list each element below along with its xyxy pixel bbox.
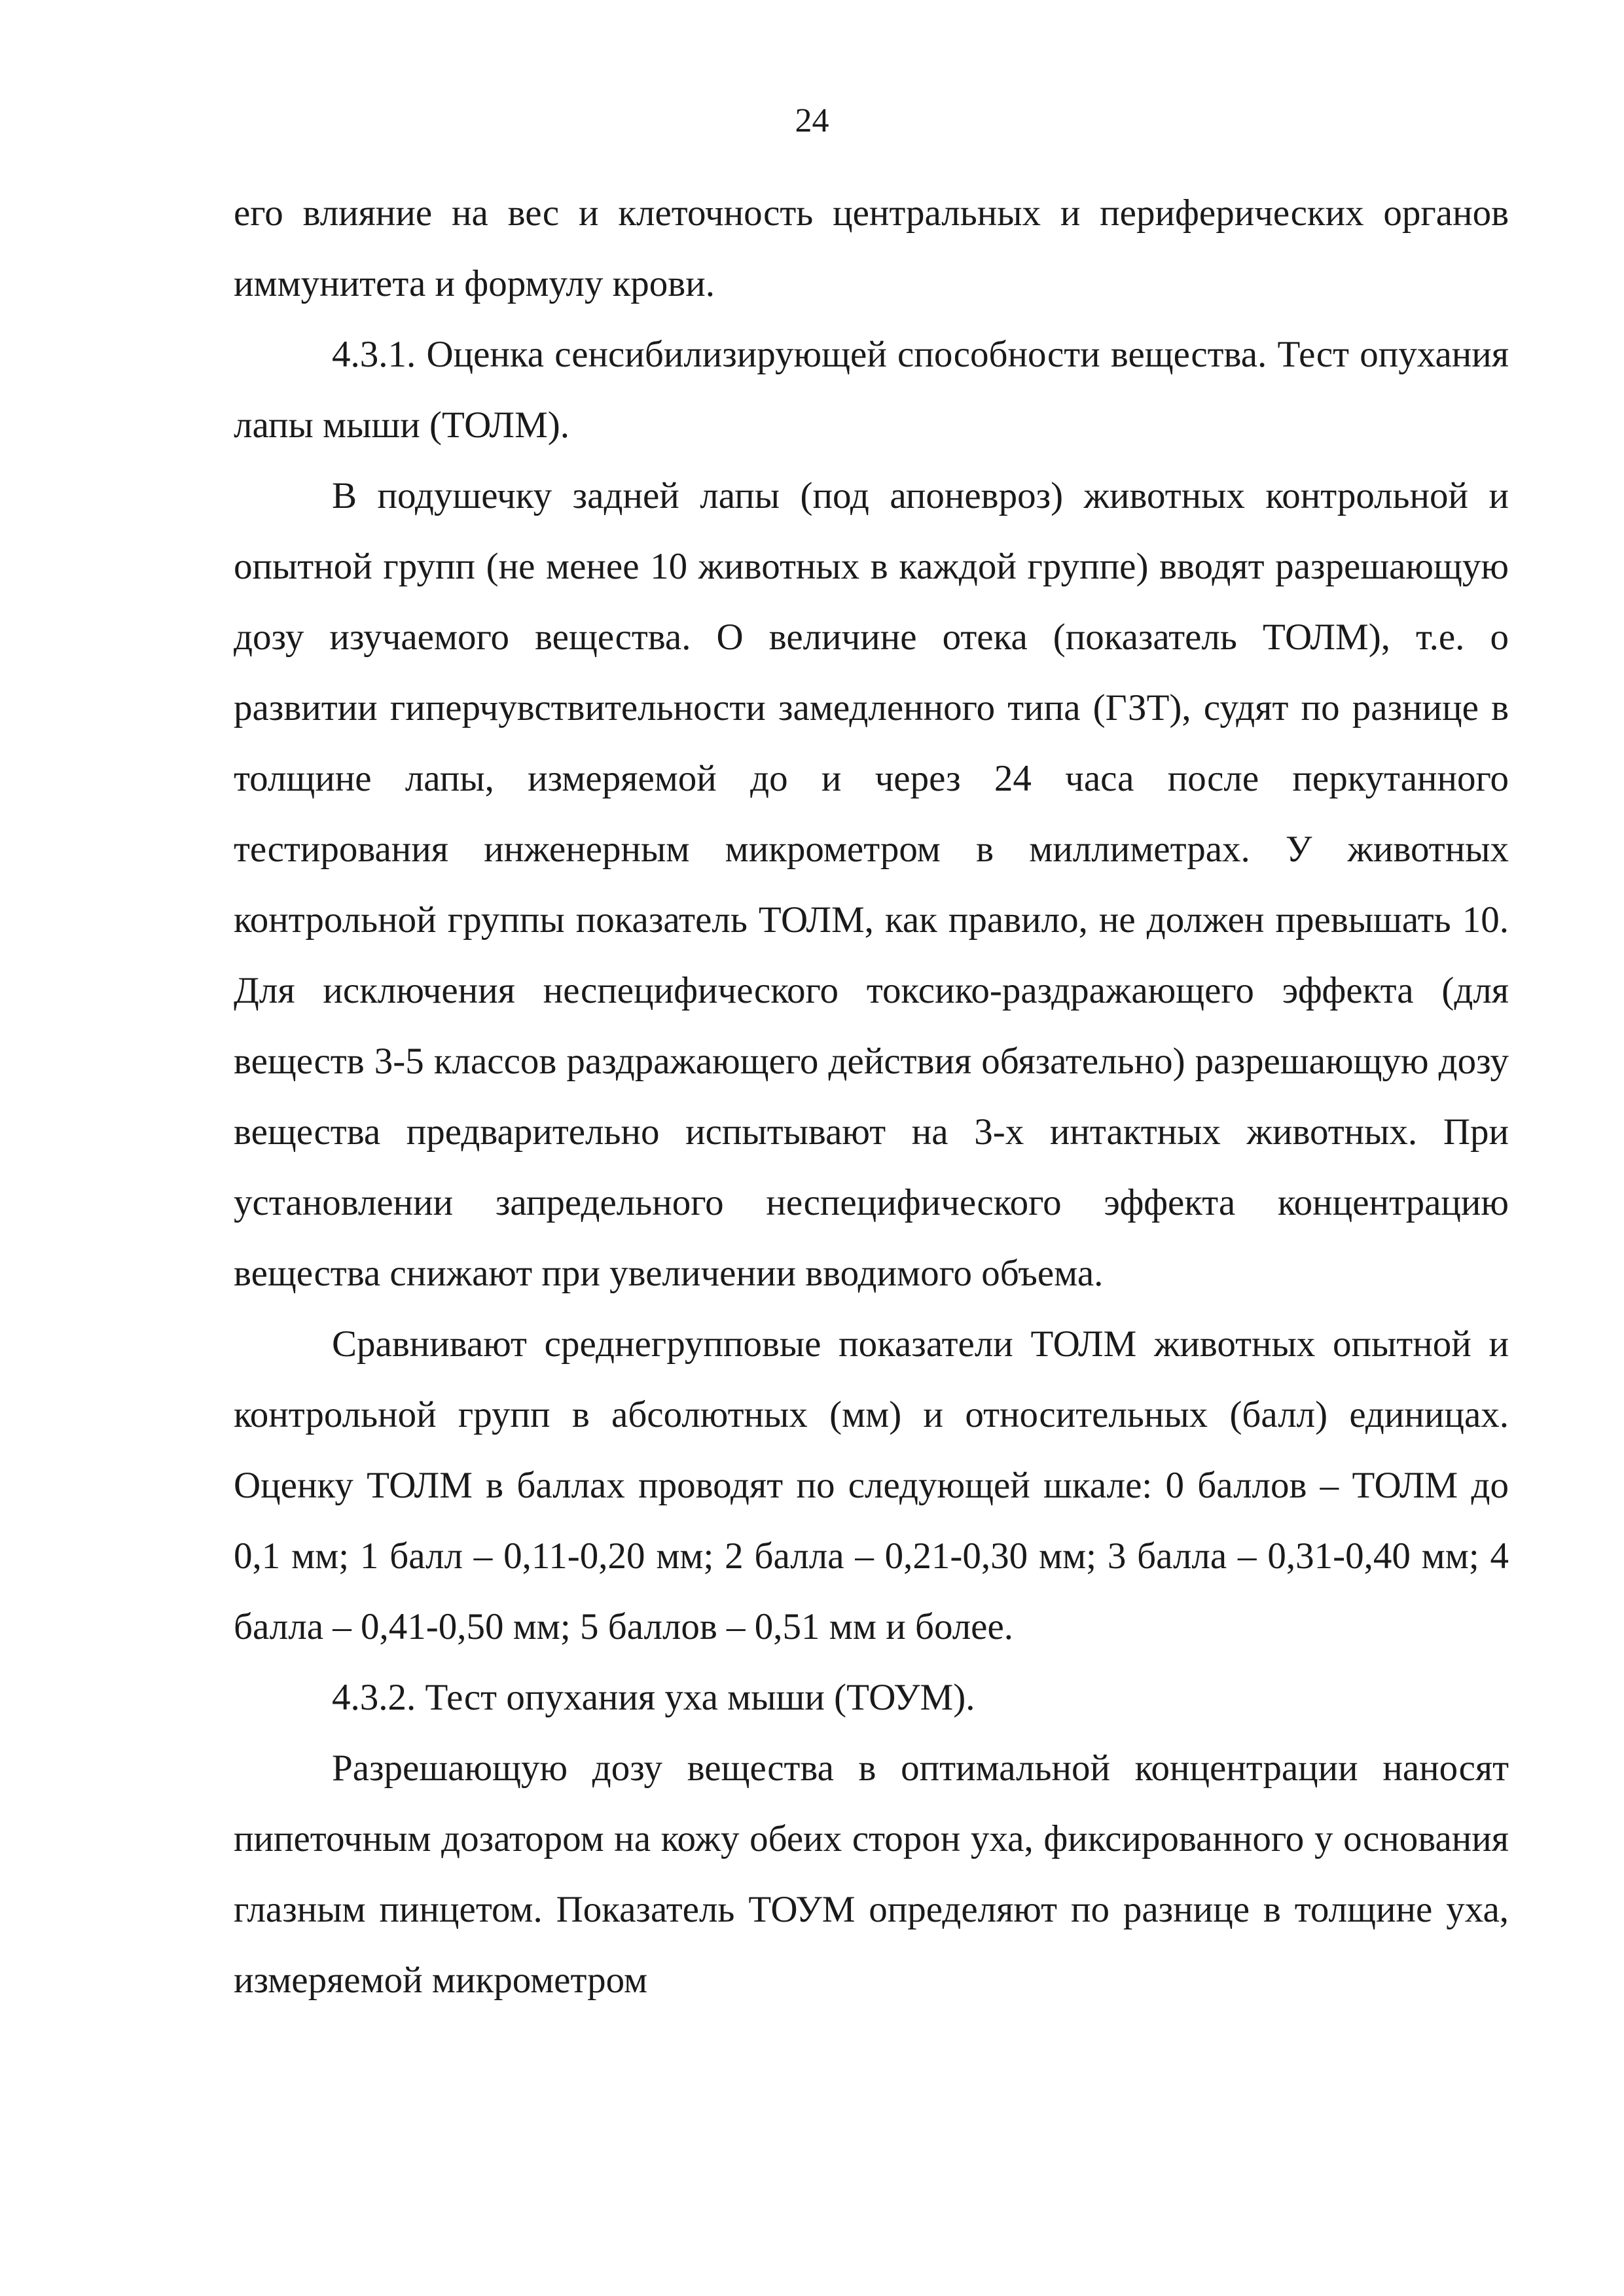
paragraph-tolm-method: В подушечку задней лапы (под апоневроз) животных контрольной и опытной групп (не менее 10 животных в каждой группе) вводят разрешающую дозу изучаемого вещества. О величине отека (показатель ТОЛМ), т.е. о развитии гиперчувствительности замедленного типа (ГЗТ), судят по разнице в толщине лапы, измеряемой до и через 24 часа после перкутанного тестирования инженерным микрометром в миллиметрах. У животных контрольной группы показатель ТОЛМ, как правило, не должен превышать 10. Для исключения неспецифического токсико-раздражающего эффекта (для веществ 3-5 классов раздражающего действия обязательно) разрешающую дозу вещества предварительно испытывают на 3-х интактных животных. При установлении запредельного неспецифического эффекта концентрацию вещества снижают при увеличении вводимого объема. xyxy=(234,475,1509,1294)
page-number: 24 xyxy=(795,102,829,139)
paragraph-tolm-scale: Сравнивают среднегрупповые показатели ТОЛМ животных опытной и контрольной групп в абсолютных (мм) и относительных (балл) единицах. Оценку ТОЛМ в баллах проводят по следующей шкале: 0 баллов – ТОЛМ до 0,1 мм; 1 балл – 0,11-0,20 мм; 2 балла – 0,21-0,30 мм; 3 балла – 0,31-0,40 мм; 4 балла – 0,41-0,50 мм; 5 баллов – 0,51 мм и более. xyxy=(234,1323,1509,1647)
paragraph-continuation: его влияние на вес и клеточность центральных и периферических органов иммунитета и формулу крови. xyxy=(234,192,1509,304)
paragraph-toum-method: Разрешающую дозу вещества в оптимальной концентрации наносят пипеточным дозатором на кожу обеих сторон уха, фиксированного у основания глазным пинцетом. Показатель ТОУМ определяют по разнице в толщине уха, измеряемой микрометром xyxy=(234,1748,1509,2001)
section-heading-4-3-2: 4.3.2. Тест опухания уха мыши (ТОУМ). xyxy=(332,1677,975,1718)
document-body xyxy=(234,178,1509,2016)
section-heading-4-3-1: 4.3.1. Оценка сенсибилизирующей способности вещества. Тест опухания лапы мыши (ТОЛМ). xyxy=(234,334,1509,446)
